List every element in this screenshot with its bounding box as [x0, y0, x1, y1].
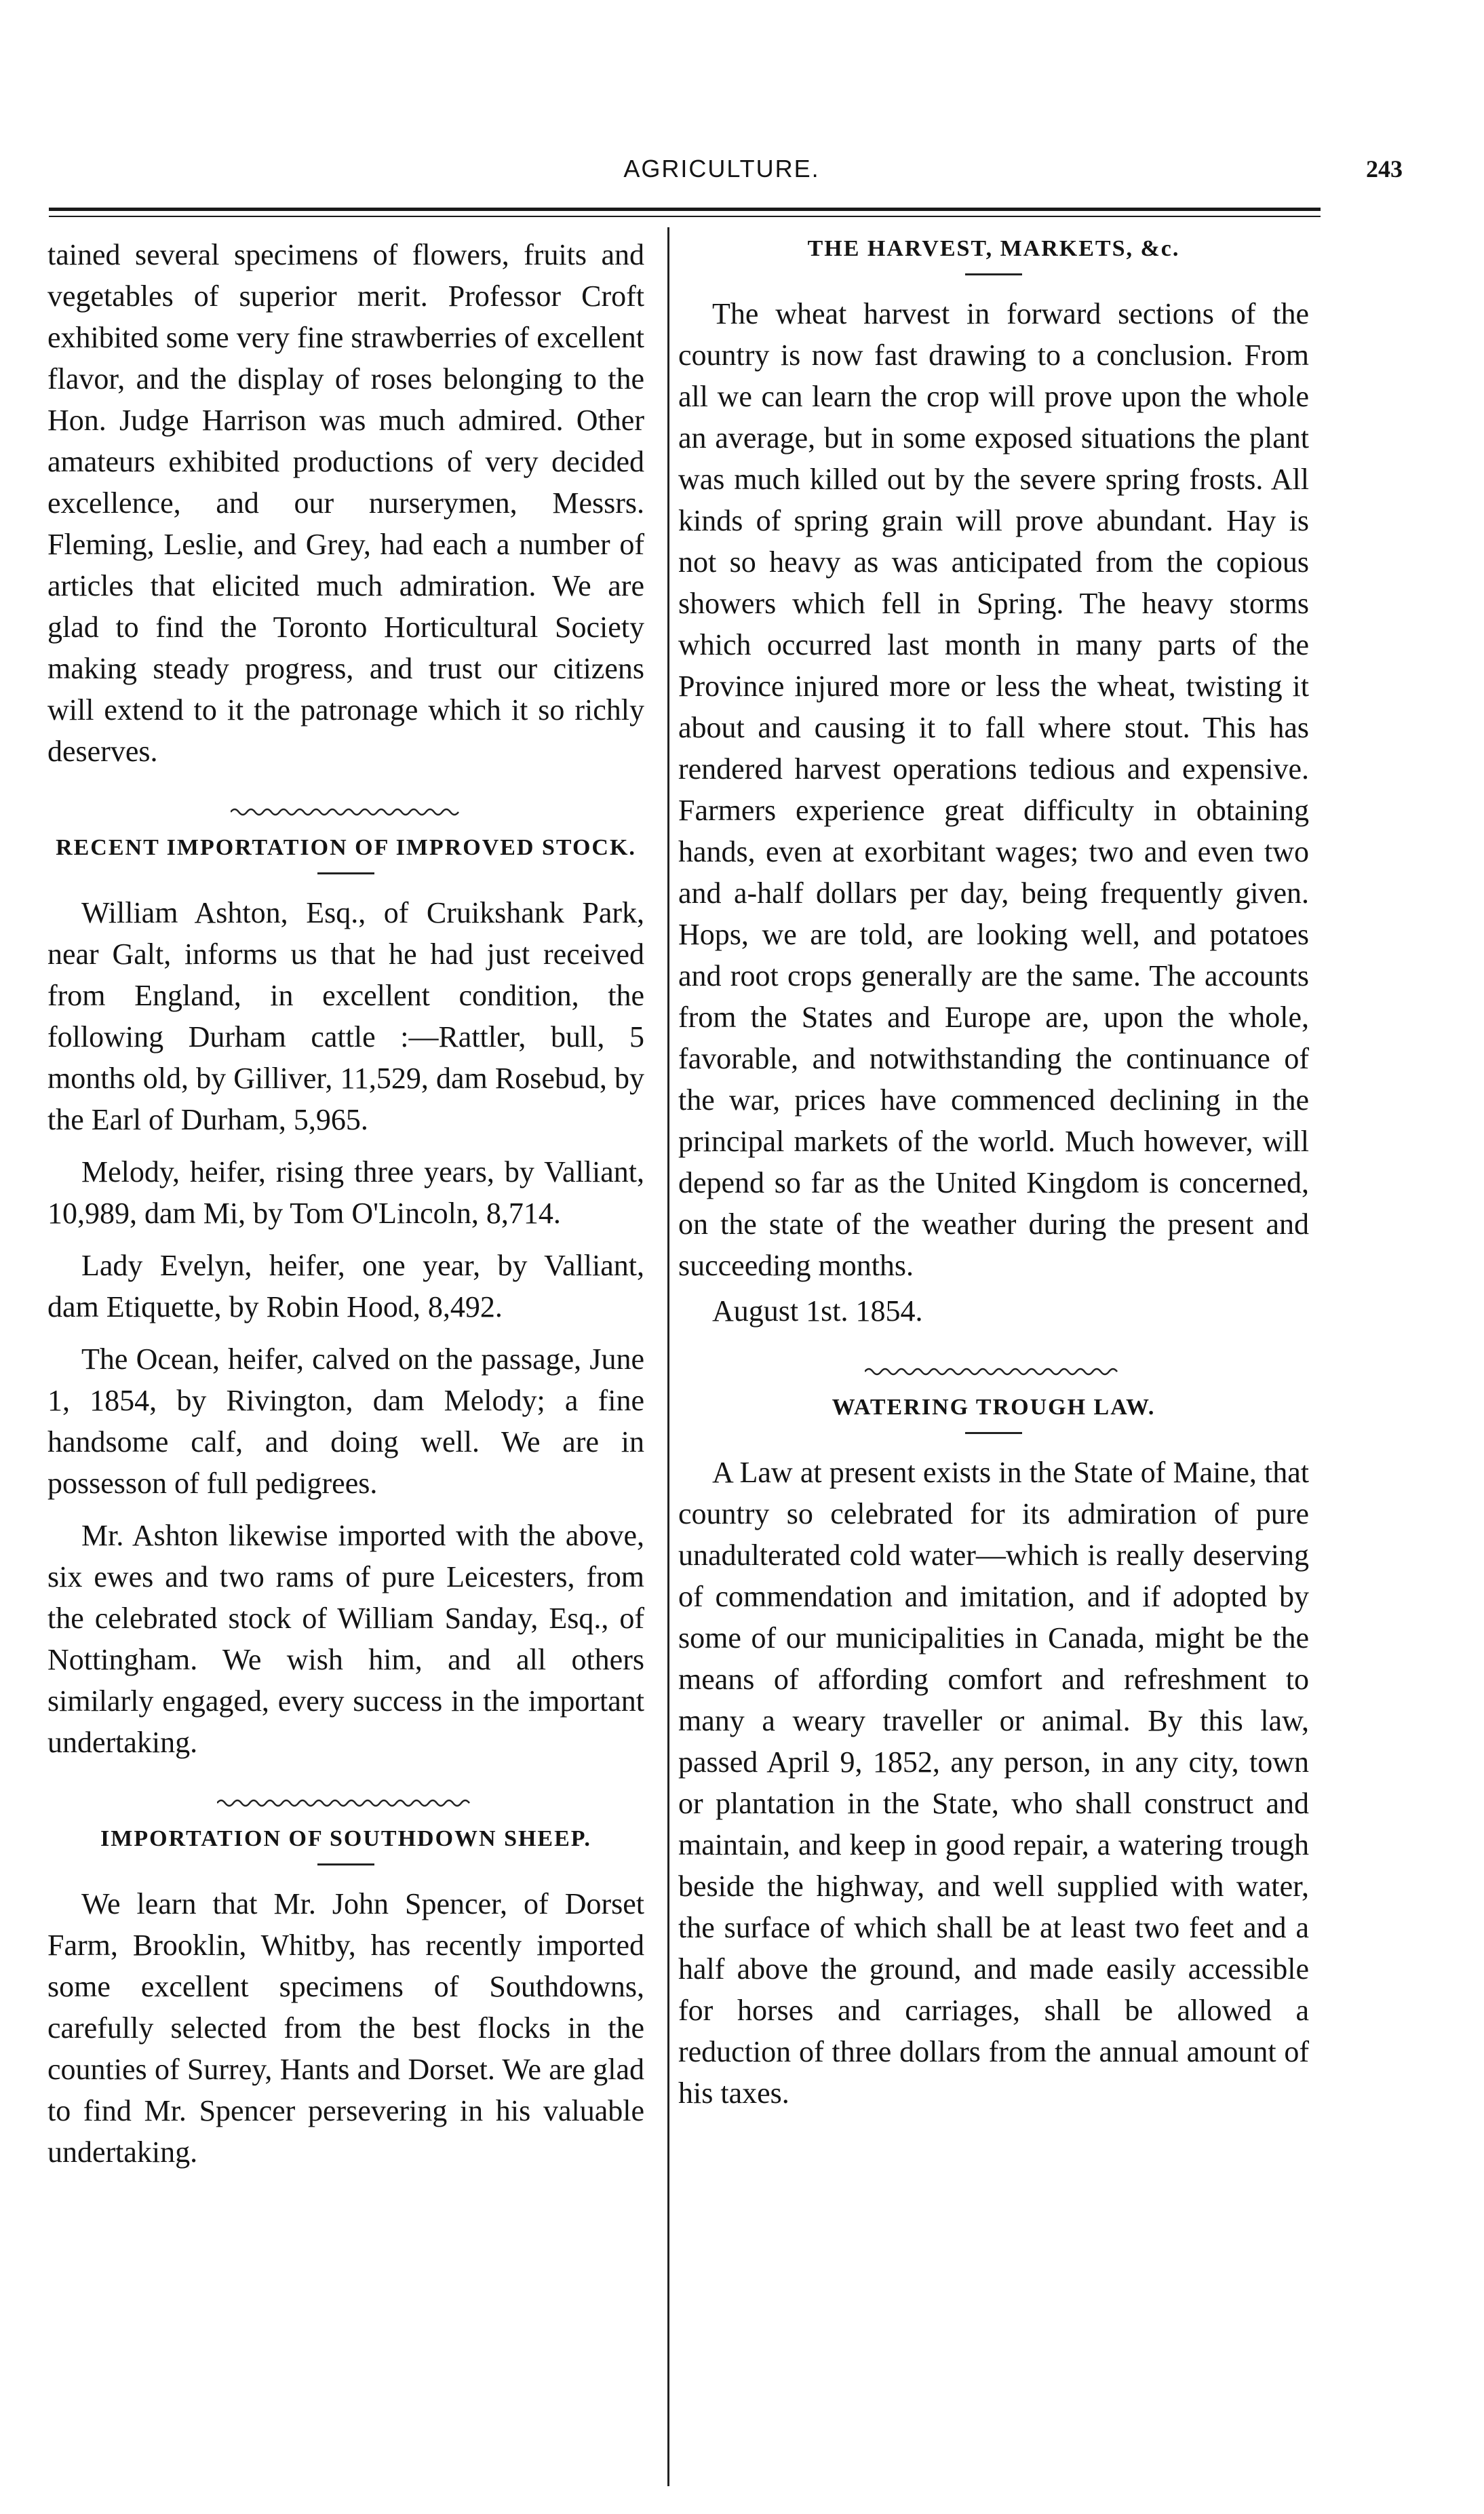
- page-number: 243: [1366, 155, 1403, 182]
- harvest-heading: THE HARVEST, MARKETS, &c.: [807, 236, 1180, 261]
- sheep-paragraph: We learn that Mr. John Spencer, of Dorset Farm, Brooklin, Whitby, has recently imported some excellent specimens of Southdowns, carefully selected from the best flocks in the counties of Surrey, Hants and Dorset. We are glad to find Mr. Spencer persevering in his valuable undertaking.: [47, 1887, 644, 2169]
- stock-paragraph: Mr. Ashton likewise imported with the above, six ewes and two rams of pure Leicesters, from the celebrated stock of William Sanday, Esq., of Nottingham. We wish him, and all others similarly engaged, every success in the important undertaking.: [47, 1519, 644, 1759]
- stock-paragraph: William Ashton, Esq., of Cruikshank Park, near Galt, informs us that he had just received from England, in excellent condition, the following Durham cattle :—Rattler, bull, 5 months old, by Gilliver, 11,529, dam Rosebud, by the Earl of Durham, 5,965.: [47, 896, 644, 1136]
- ornament-divider: [678, 1348, 1309, 1375]
- stock-paragraph: The Ocean, heifer, calved on the passage, June 1, 1854, by Rivington, dam Melody; a fine handsome calf, and doing well. We are in possesson of full pedigrees.: [47, 1342, 644, 1500]
- header-rule-thin: [49, 216, 1321, 217]
- ornament-divider: [47, 788, 644, 815]
- sheep-heading: IMPORTATION OF SOUTHDOWN SHEEP.: [100, 1826, 591, 1851]
- stock-paragraph: Lady Evelyn, heifer, one year, by Valliant, dam Etiquette, by Robin Hood, 8,492.: [47, 1249, 644, 1323]
- heading-dash: [965, 1432, 1022, 1434]
- right-column: [678, 234, 1309, 2114]
- stock-heading: RECENT IMPORTATION OF IMPROVED STOCK.: [56, 835, 636, 860]
- heading-dash: [317, 872, 374, 874]
- continued-paragraph: tained several specimens of flowers, fruits and vegetables of superior merit. Professor Croft exhibited some very fine strawberries of excellent flavor, and the display of roses belonging to the Hon. Judge Harrison was much admired. Other amateurs exhibited productions of very decided excellence, and our nurserymen, Messrs. Fleming, Leslie, and Grey, had each a number of articles that elicited much admiration. We are glad to find the Toronto Horticultural Society making steady progress, and trust our citizens will extend to it the patronage which it so richly deserves.: [47, 238, 644, 768]
- running-head: [41, 155, 1403, 195]
- trough-heading: WATERING TROUGH LAW.: [832, 1395, 1156, 1420]
- trough-paragraph: A Law at present exists in the State of Maine, that country so celebrated for its admiration of pure unadulterated cold water—which is really deserving of commendation and imitation, and if adopted by some of our municipalities in Canada, might be the means of affording comfort and refreshment to many a weary traveller or animal. By this law, passed April 9, 1852, any person, in any city, town or plantation in the State, who shall construct and maintain, and keep in good repair, a watering trough beside the highway, and well supplied with water, the surface of which shall be at least two feet and a half above the ground, and made easily accessible for horses and carriages, shall be allowed a reduction of three dollars from the annual amount of his taxes.: [678, 1456, 1309, 2110]
- harvest-date: August 1st. 1854.: [712, 1294, 923, 1328]
- heading-dash: [965, 273, 1022, 275]
- running-head-title: AGRICULTURE.: [623, 155, 820, 182]
- harvest-paragraph: The wheat harvest in forward sections of the country is now fast drawing to a conclusion. From all we can learn the crop will prove upon the whole an average, but in some exposed situations the plant was much killed out by the severe spring frosts. All kinds of spring grain will prove abundant. Hay is not so heavy as was anticipated from the copious showers which fell in Spring. The heavy storms which occurred last month in many parts of the Province injured more or less the wheat, twisting it about and causing it to fall where stout. This has rendered harvest operations tedious and expensive. Farmers experience great difficulty in obtaining hands, even at exorbitant wages; two and even two and a-half dollars per day, being frequently given. Hops, we are told, are looking well, and potatoes and root crops generally are the same. The accounts from the States and Europe are, upon the whole, favorable, and notwithstanding the continuance of the war, prices have commenced declining in the principal markets of the world. Much however, will depend so far as the United Kingdom is concerned, on the state of the weather during the present and succeeding months.: [678, 297, 1309, 1282]
- stock-paragraph: Melody, heifer, rising three years, by Valliant, 10,989, dam Mi, by Tom O'Lincoln, 8,714.: [47, 1155, 644, 1230]
- column-divider: [667, 227, 669, 2486]
- ornament-divider: [47, 1779, 644, 1806]
- heading-dash: [317, 1863, 374, 1865]
- left-column: [47, 234, 644, 2173]
- header-rule-thick: [49, 208, 1321, 211]
